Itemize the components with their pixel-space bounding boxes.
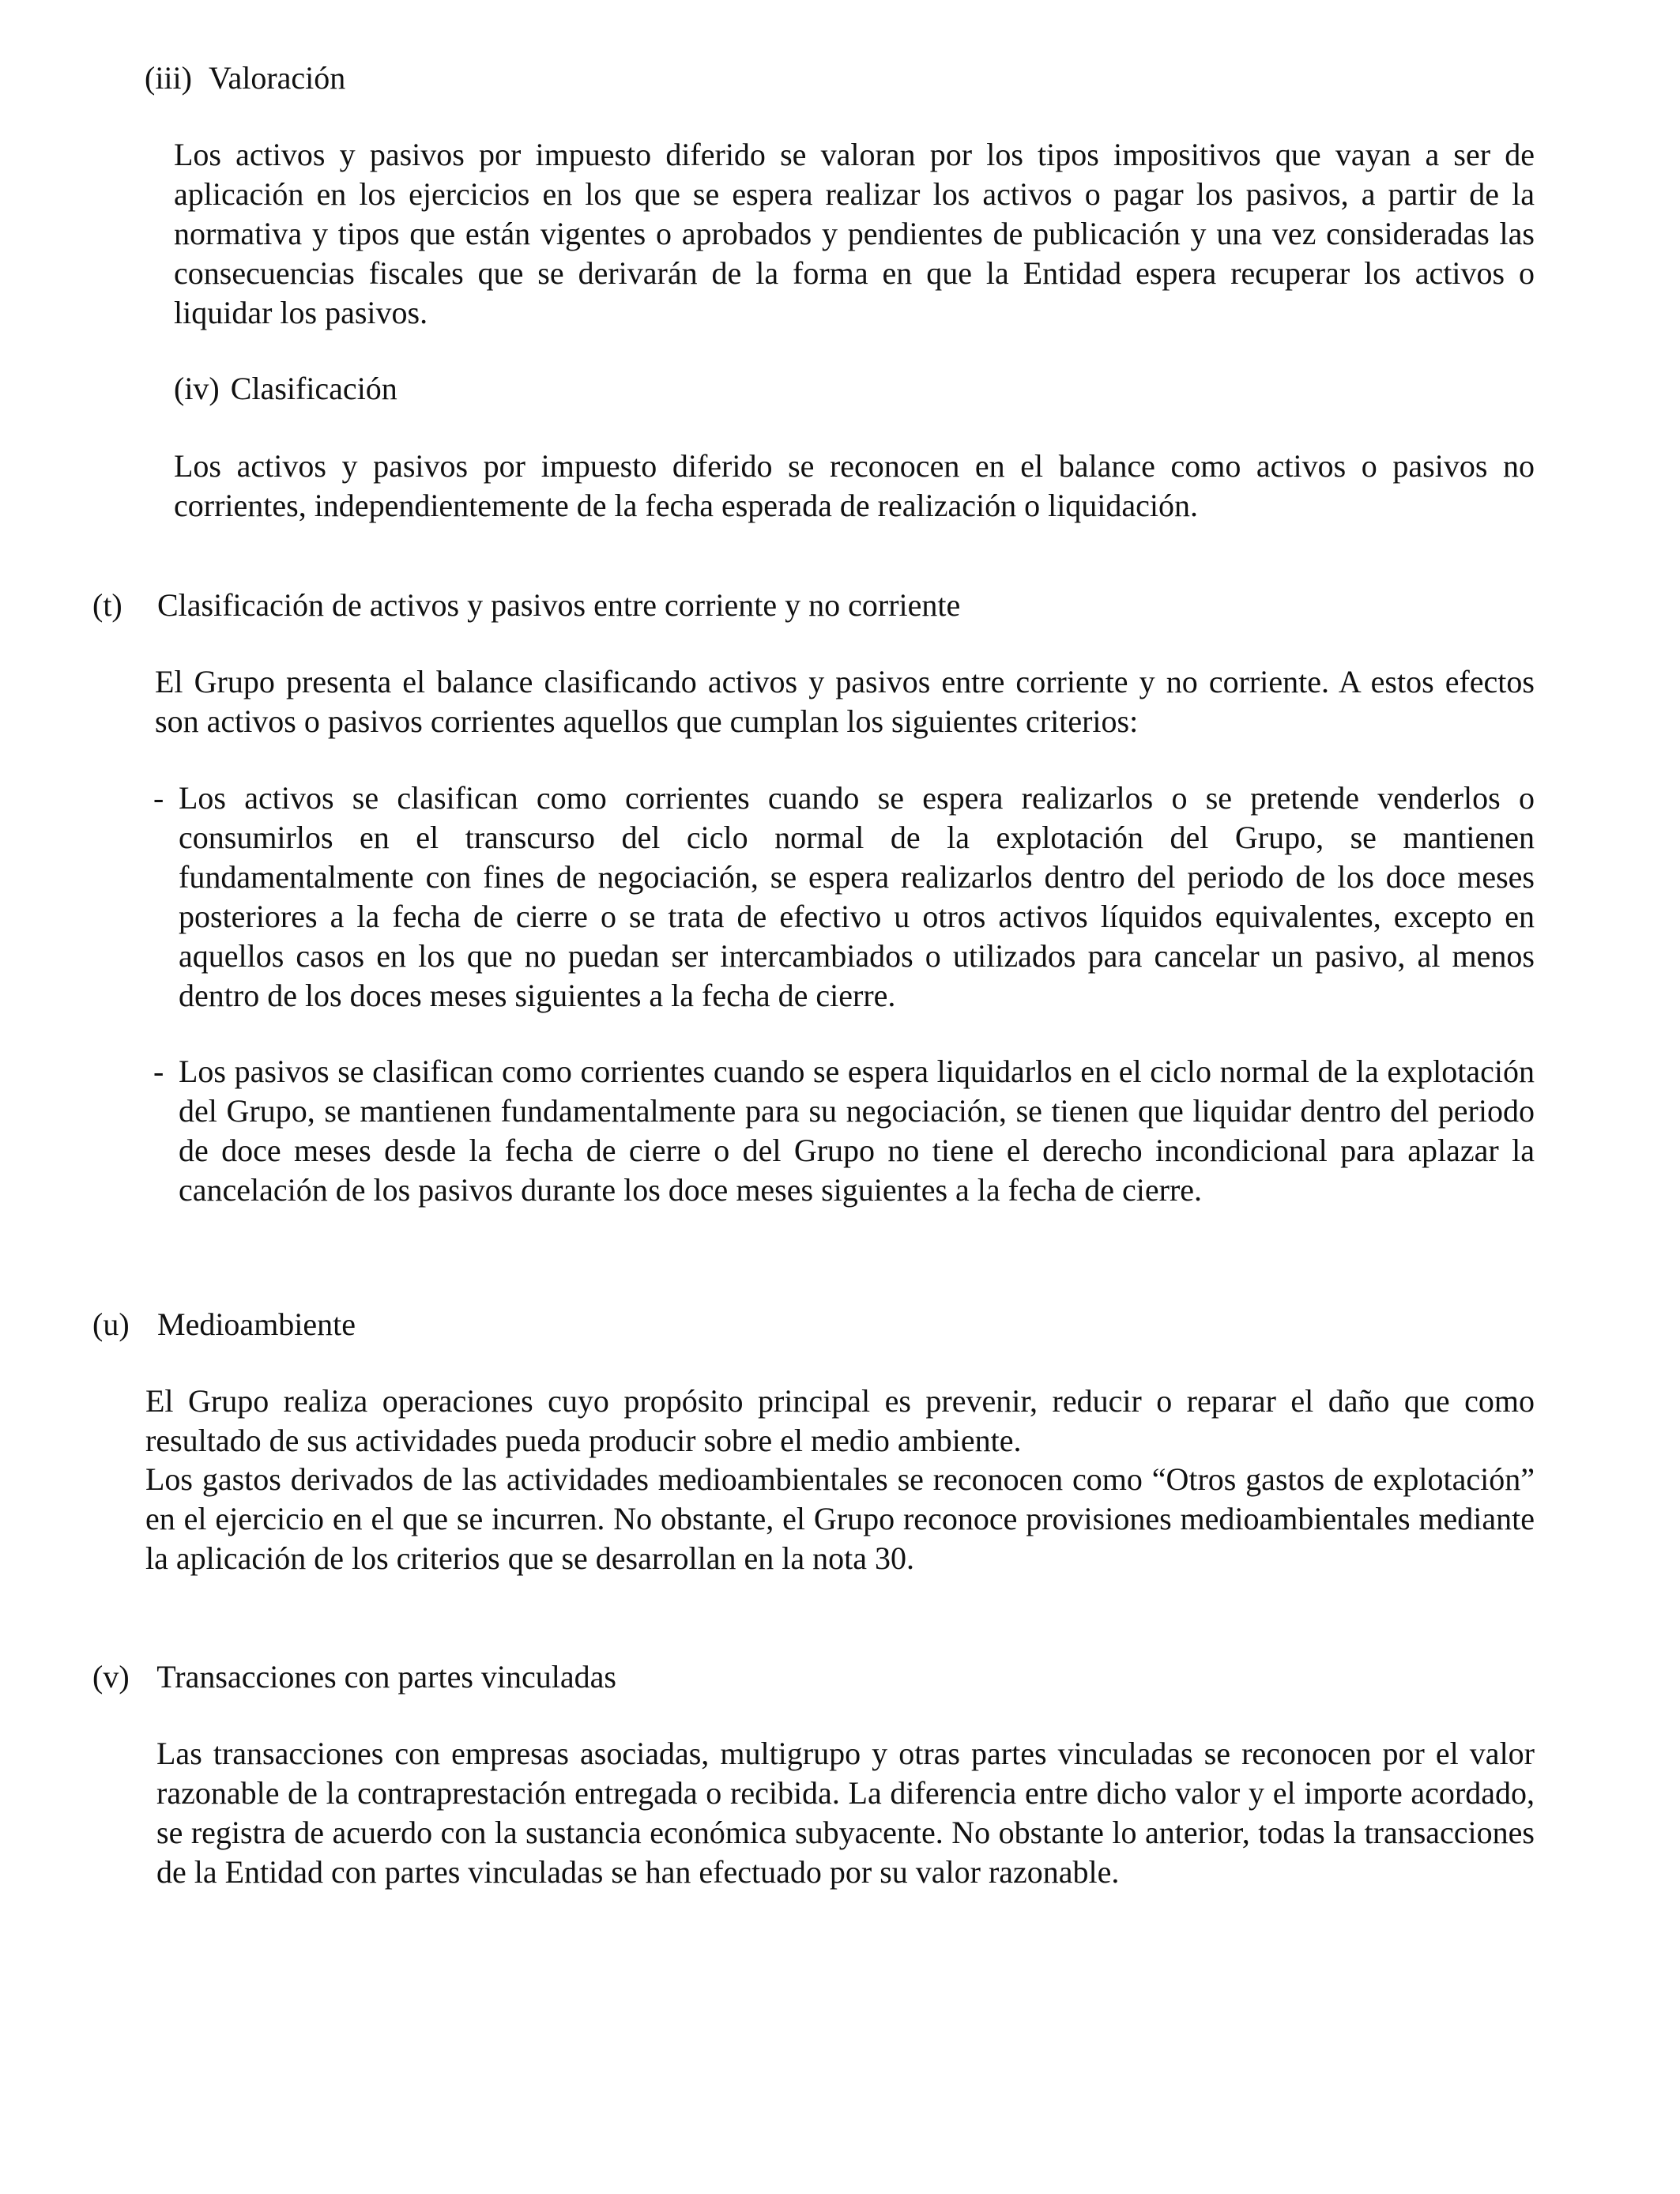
heading-number: (v) [92, 1659, 130, 1695]
heading-title: Clasificación de activos y pasivos entre corriente y no corriente [157, 587, 961, 623]
bullet-text: Los pasivos se clasifican como corrientes cuando se espera liquidarlos en el ciclo normal de la explotación del Grupo, se mantienen fundamentalmente para su negociación, se tienen que liquidar dentro del periodo de doce meses desde la fecha de cierre o del Grupo no tiene el derecho incondicional para aplazar la cancelación de los pasivos durante los doce meses siguientes a la fecha de cierre. [179, 1054, 1535, 1208]
paragraph-valoracion: Los activos y pasivos por impuesto diferido se valoran por los tipos impositivos que vayan a ser de aplicación en los ejercicios en los que se espera realizar los activos o pagar los pasivos, a partir de la normativa y tipos que están vigentes o aprobados y pendientes de publicación y una vez consideradas las consecuencias fiscales que se derivarán de la forma en que la Entidad espera recuperar los activos o liquidar los pasivos. [174, 137, 1535, 330]
bullet-text: Los activos se clasifican como corrientes cuando se espera realizarlos o se pretende venderlos o consumirlos en el transcurso del ciclo normal de la explotación del Grupo, se mantienen fundamentalmente con fines de negociación, se espera realizarlos dentro del periodo de los doce meses posteriores a la fecha de cierre o se trata de efectivo u otros activos líquidos equivalentes, excepto en aquellos casos en los que no puedan ser intercambiados o utilizados para cancelar un pasivo, al menos dentro de los doces meses siguientes a la fecha de cierre. [179, 780, 1535, 1013]
heading-number: (iv) [174, 371, 220, 406]
bullet-dash: - [153, 1054, 164, 1089]
paragraph-u-2: Los gastos derivados de las actividades medioambientales se reconocen como “Otros gastos de explotación” en el ejercicio en el que se incurren. No obstante, el Grupo reconoce provisiones medioambientales mediante la aplicación de los criterios que se desarrollan en la nota 30. [145, 1461, 1535, 1576]
paragraph-t: El Grupo presenta el balance clasificando activos y pasivos entre corriente y no corriente. A estos efectos son activos o pasivos corrientes aquellos que cumplan los siguientes criterios: [155, 664, 1535, 739]
heading-clasificacion [174, 369, 397, 409]
paragraph-v: Las transacciones con empresas asociadas, multigrupo y otras partes vinculadas se reconocen por el valor razonable de la contraprestación entregada o recibida. La diferencia entre dicho valor y el importe acordado, se registra de acuerdo con la sustancia económica subyacente. No obstante lo anterior, todas la transacciones de la Entidad con partes vinculadas se han efectuado por su valor razonable. [156, 1736, 1535, 1890]
heading-number: (iii) [145, 60, 192, 96]
heading-valoracion [145, 58, 345, 98]
paragraph-u-1: El Grupo realiza operaciones cuyo propósito principal es prevenir, reducir o reparar el daño que como resultado de sus actividades pueda producir sobre el medio ambiente. [145, 1383, 1535, 1458]
heading-title: Clasificación [230, 371, 397, 406]
heading-number: (u) [92, 1306, 130, 1342]
bullet-pasivos [153, 1052, 1535, 1250]
heading-title: Medioambiente [157, 1306, 356, 1342]
heading-number: (t) [92, 587, 122, 623]
heading-title: Valoración [209, 60, 346, 96]
bullet-activos [153, 778, 1535, 1016]
heading-t [92, 586, 960, 625]
heading-title: Transacciones con partes vinculadas [156, 1659, 616, 1695]
bullet-dash: - [153, 780, 164, 816]
heading-u [92, 1305, 356, 1344]
paragraph-clasificacion: Los activos y pasivos por impuesto diferido se reconocen en el balance como activos o pasivos no corrientes, independientemente de la fecha esperada de realización o liquidación. [174, 448, 1535, 523]
heading-v [92, 1657, 616, 1697]
